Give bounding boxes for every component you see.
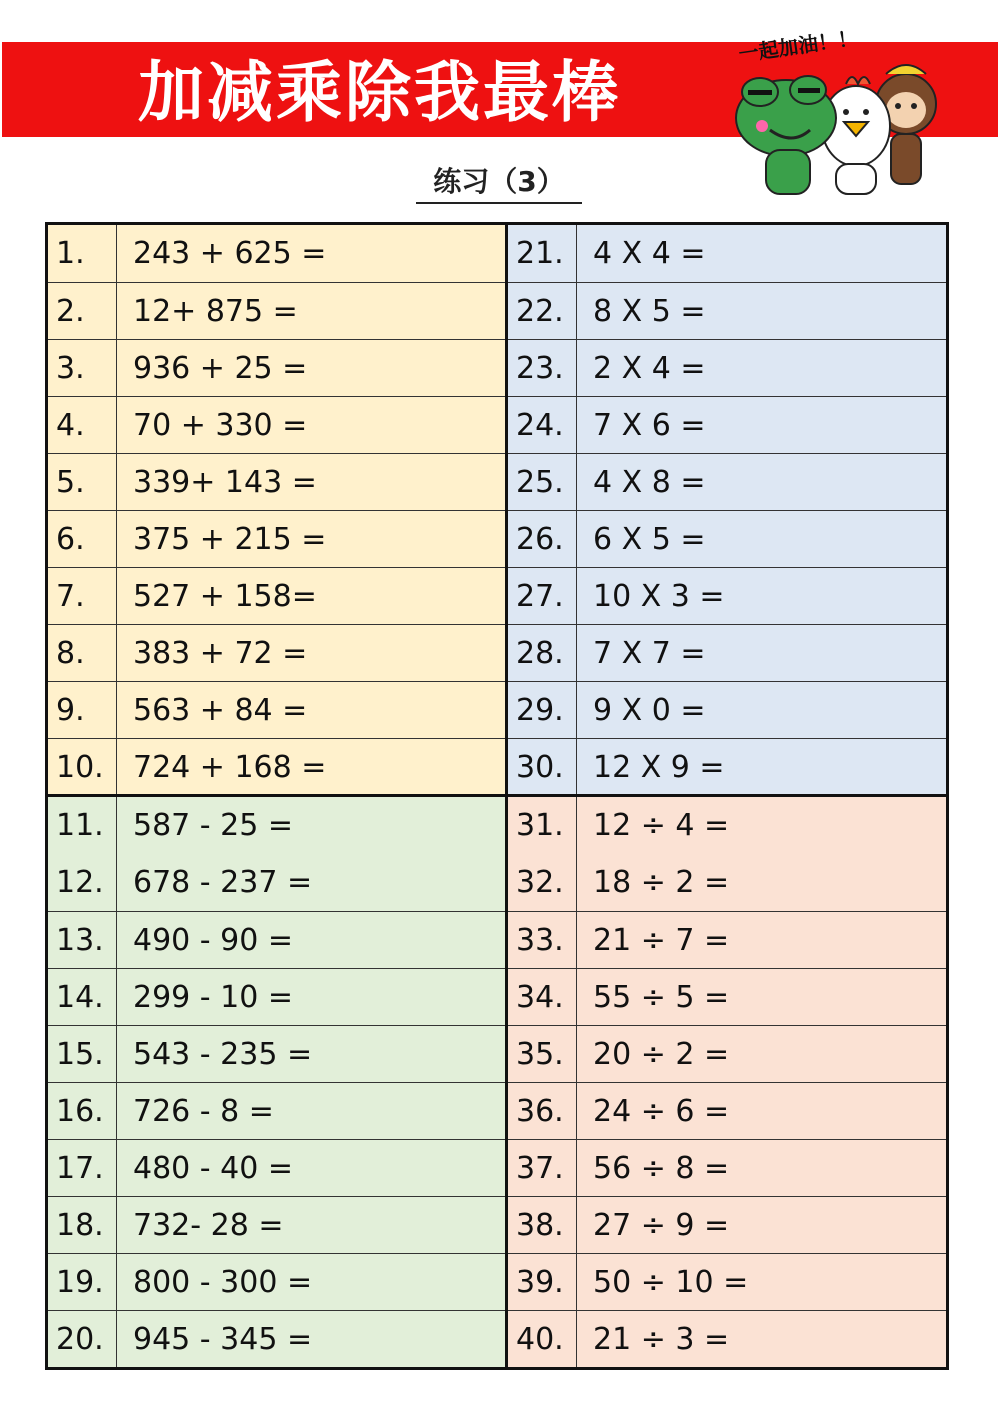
problem-number: 38.	[516, 1208, 564, 1243]
problem-row	[48, 1253, 505, 1311]
problem-number: 10.	[56, 750, 104, 785]
problem-number: 37.	[516, 1151, 564, 1186]
problem-expression: 490 - 90 =	[133, 923, 294, 958]
problem-number: 27.	[516, 579, 564, 614]
problem-row	[508, 1310, 946, 1368]
problem-expression: 299 - 10 =	[133, 980, 294, 1015]
problem-number: 26.	[516, 522, 564, 557]
problem-expression: 7 X 6 =	[593, 408, 706, 443]
subtraction-section	[48, 797, 508, 1367]
problem-expression: 726 - 8 =	[133, 1094, 274, 1129]
problem-expression: 56 ÷ 8 =	[593, 1151, 730, 1186]
problem-number: 33.	[516, 923, 564, 958]
problem-expression: 480 - 40 =	[133, 1151, 294, 1186]
problem-expression: 20 ÷ 2 =	[593, 1037, 730, 1072]
problem-number: 2.	[56, 294, 85, 329]
problem-number: 13.	[56, 923, 104, 958]
problem-expression: 4 X 8 =	[593, 465, 706, 500]
problem-number: 9.	[56, 693, 85, 728]
problem-number: 21.	[516, 236, 564, 271]
mascot-illustration	[726, 26, 946, 206]
problem-number: 12.	[56, 865, 104, 900]
problem-number: 30.	[516, 750, 564, 785]
problem-row	[48, 968, 505, 1026]
problem-number: 17.	[56, 1151, 104, 1186]
multiplication-section	[508, 225, 946, 797]
problem-row	[508, 396, 946, 454]
problem-expression: 339+ 143 =	[133, 465, 317, 500]
problem-expression: 10 X 3 =	[593, 579, 725, 614]
problem-expression: 732- 28 =	[133, 1208, 284, 1243]
problem-number: 18.	[56, 1208, 104, 1243]
problem-expression: 24 ÷ 6 =	[593, 1094, 730, 1129]
problem-expression: 945 - 345 =	[133, 1322, 313, 1357]
problem-row	[48, 1139, 505, 1197]
problem-expression: 27 ÷ 9 =	[593, 1208, 730, 1243]
problem-row	[508, 738, 946, 796]
problem-row	[508, 1253, 946, 1311]
problem-row	[508, 624, 946, 682]
problem-row	[508, 681, 946, 739]
problem-row	[508, 1025, 946, 1083]
problem-number: 29.	[516, 693, 564, 728]
problem-expression: 21 ÷ 3 =	[593, 1322, 730, 1357]
problem-row	[48, 453, 505, 511]
problem-number: 24.	[516, 408, 564, 443]
problem-expression: 678 - 237 =	[133, 865, 313, 900]
problem-row	[508, 911, 946, 969]
slogan-text: 一起加油！！	[737, 25, 860, 67]
problem-row	[48, 738, 505, 796]
problem-number: 20.	[56, 1322, 104, 1357]
problem-number: 22.	[516, 294, 564, 329]
problem-row	[48, 282, 505, 340]
problem-row	[48, 624, 505, 682]
problem-expression: 12+ 875 =	[133, 294, 298, 329]
addition-section	[48, 225, 508, 797]
problem-row	[508, 968, 946, 1026]
problem-number: 1.	[56, 236, 85, 271]
problem-number: 6.	[56, 522, 85, 557]
page-title: 加减乘除我最棒	[138, 53, 621, 131]
problem-expression: 375 + 215 =	[133, 522, 327, 557]
problem-expression: 527 + 158=	[133, 579, 317, 614]
problem-number: 25.	[516, 465, 564, 500]
problem-expression: 9 X 0 =	[593, 693, 706, 728]
problem-row	[508, 339, 946, 397]
problem-number: 15.	[56, 1037, 104, 1072]
problem-number: 23.	[516, 351, 564, 386]
problem-expression: 243 + 625 =	[133, 236, 327, 271]
problem-number: 14.	[56, 980, 104, 1015]
problem-expression: 800 - 300 =	[133, 1265, 313, 1300]
problem-expression: 936 + 25 =	[133, 351, 308, 386]
problem-expression: 12 X 9 =	[593, 750, 725, 785]
division-section	[508, 797, 946, 1367]
problem-row	[48, 396, 505, 454]
problem-number: 36.	[516, 1094, 564, 1129]
problem-expression: 70 + 330 =	[133, 408, 308, 443]
problem-number: 39.	[516, 1265, 564, 1300]
problem-expression: 383 + 72 =	[133, 636, 308, 671]
problem-row	[48, 1196, 505, 1254]
problem-row	[508, 1196, 946, 1254]
problem-number: 32.	[516, 865, 564, 900]
problem-number: 16.	[56, 1094, 104, 1129]
problem-row	[48, 854, 505, 911]
problem-expression: 724 + 168 =	[133, 750, 327, 785]
problem-row	[48, 225, 505, 282]
problem-row	[508, 225, 946, 282]
problem-expression: 2 X 4 =	[593, 351, 706, 386]
problem-expression: 587 - 25 =	[133, 808, 294, 843]
problem-expression: 8 X 5 =	[593, 294, 706, 329]
problem-row	[48, 510, 505, 568]
problem-expression: 6 X 5 =	[593, 522, 706, 557]
problem-row	[48, 1025, 505, 1083]
problem-expression: 4 X 4 =	[593, 236, 706, 271]
problem-expression: 563 + 84 =	[133, 693, 308, 728]
problem-row	[508, 1139, 946, 1197]
problem-expression: 12 ÷ 4 =	[593, 808, 730, 843]
problem-number: 7.	[56, 579, 85, 614]
problem-number: 8.	[56, 636, 85, 671]
problem-number: 5.	[56, 465, 85, 500]
problem-row	[508, 567, 946, 625]
problem-row	[508, 282, 946, 340]
problem-row	[508, 453, 946, 511]
problem-row	[48, 1310, 505, 1368]
problem-row	[48, 911, 505, 969]
problem-number: 31.	[516, 808, 564, 843]
problem-number: 35.	[516, 1037, 564, 1072]
problem-expression: 18 ÷ 2 =	[593, 865, 730, 900]
problem-row	[48, 797, 505, 854]
problem-row	[508, 797, 946, 854]
problem-number: 4.	[56, 408, 85, 443]
problem-expression: 543 - 235 =	[133, 1037, 313, 1072]
problem-expression: 7 X 7 =	[593, 636, 706, 671]
problem-expression: 50 ÷ 10 =	[593, 1265, 749, 1300]
problem-number: 28.	[516, 636, 564, 671]
problem-number: 19.	[56, 1265, 104, 1300]
problem-row	[508, 510, 946, 568]
problem-number: 40.	[516, 1322, 564, 1357]
problem-number: 3.	[56, 351, 85, 386]
problem-row	[508, 854, 946, 911]
problem-sheet	[45, 222, 949, 1370]
worksheet-subtitle: 练习（3）	[416, 160, 582, 204]
problem-row	[48, 1082, 505, 1140]
problem-row	[508, 1082, 946, 1140]
problem-row	[48, 339, 505, 397]
problem-expression: 21 ÷ 7 =	[593, 923, 730, 958]
problem-number: 11.	[56, 808, 104, 843]
problem-expression: 55 ÷ 5 =	[593, 980, 730, 1015]
problem-row	[48, 567, 505, 625]
problem-number: 34.	[516, 980, 564, 1015]
problem-row	[48, 681, 505, 739]
